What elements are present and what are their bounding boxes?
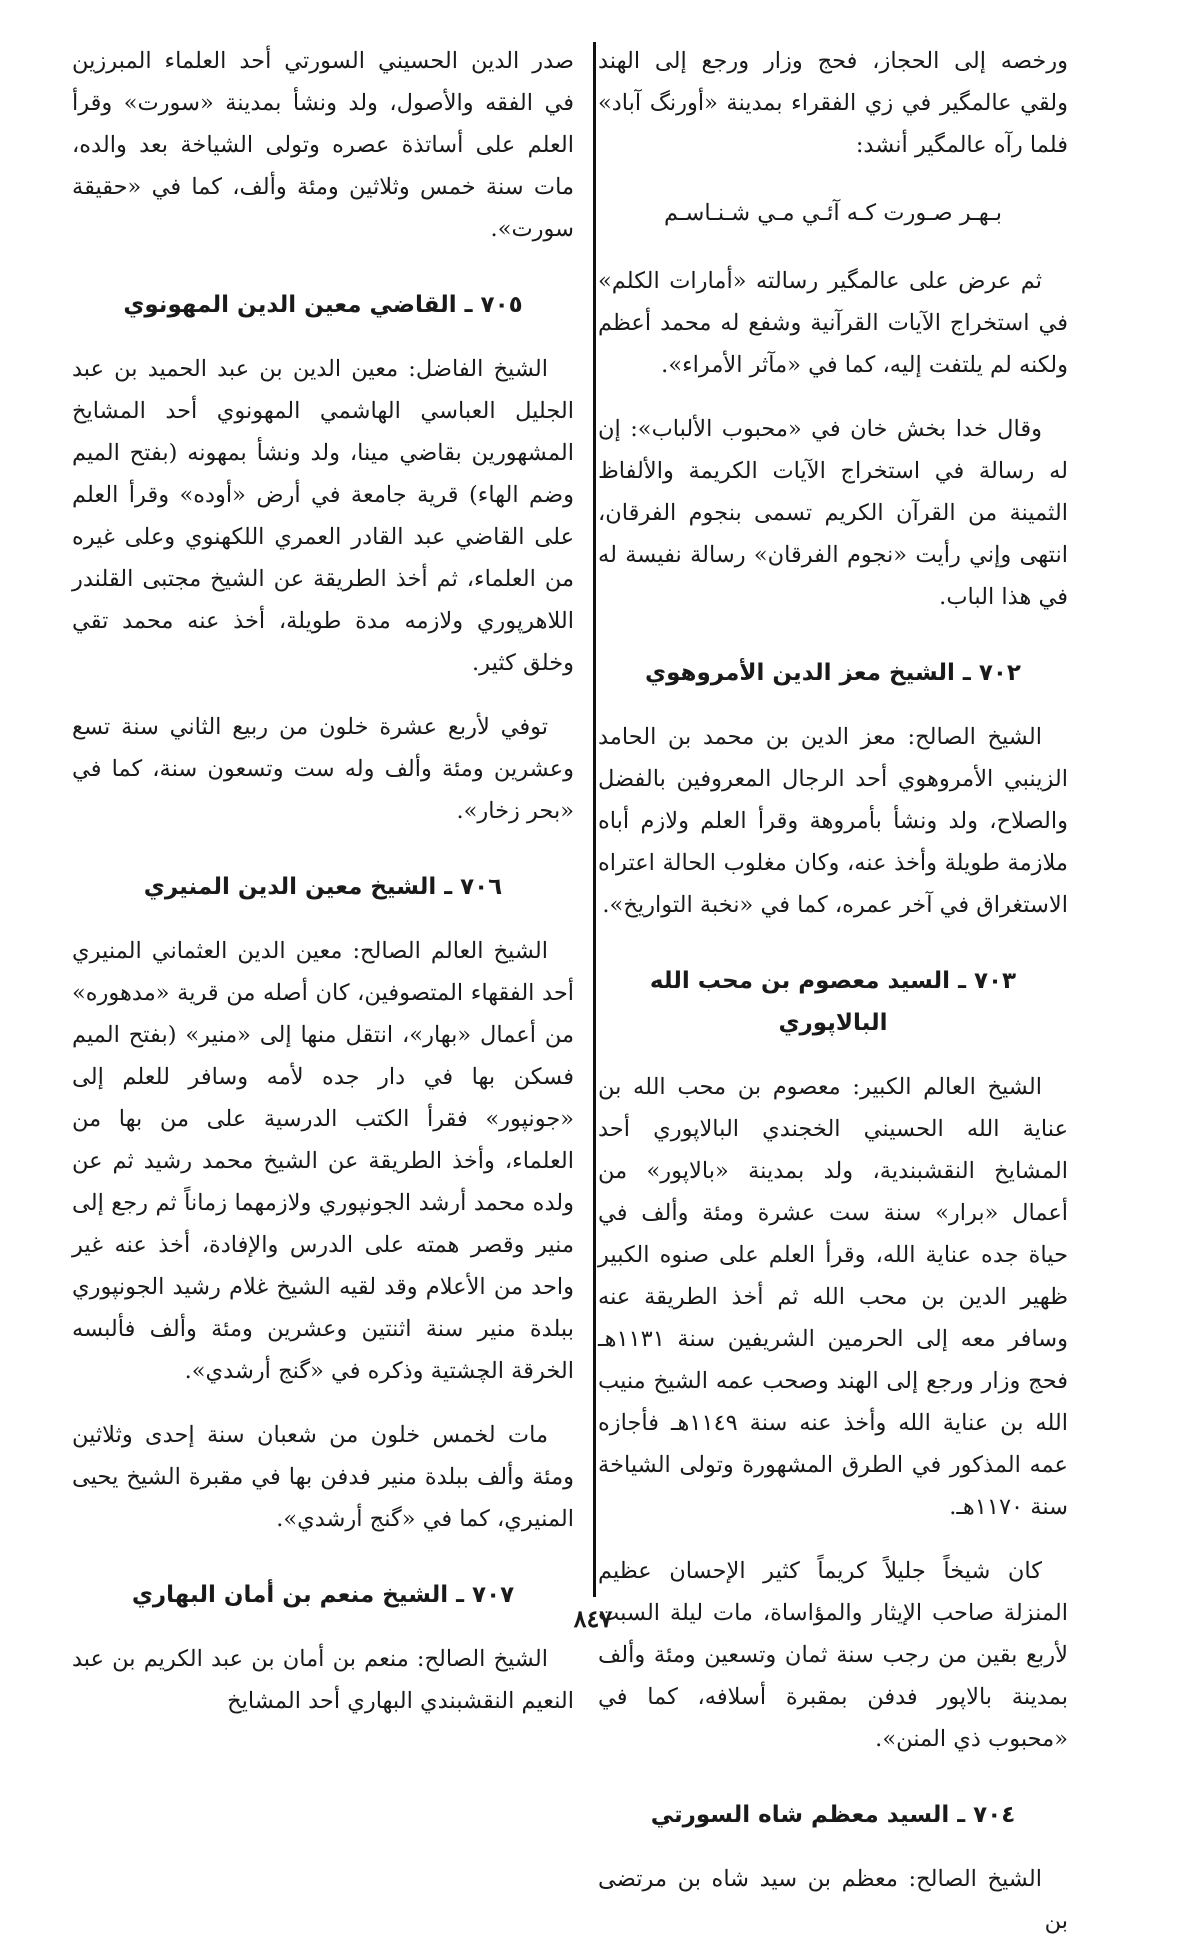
entry-heading-706: ٧٠٦ ـ الشيخ معين الدين المنيري: [143, 874, 503, 900]
paragraph: الشيخ الفاضل: معين الدين بن عبد الحميد بن عبد الجليل العباسي الهاشمي المهونوي أحد المشايخ المشهورين بقاضي مينا، ولد ونشأ بمهونه (بفتح الميم وضم الهاء) قرية جامعة في أرض «أوده» وقرأ العلم على القاضي عبد القادر العمري اللكهنوي وعلى غيره من العلماء، ثم أخذ الطريقة عن الشيخ مجتبى القلندر اللاهرپوري ولازمه مدة طويلة، أخذ عنه محمد تقي وخلق كثير.: [72, 356, 574, 676]
entry-heading-704: ٧٠٤ ـ السيد معظم شاه السورتي: [650, 1802, 1016, 1828]
entry-heading-702: ٧٠٢ ـ الشيخ معز الدين الأمروهوي: [645, 660, 1021, 686]
paragraph: الشيخ الصالح: منعم بن أمان بن عبد الكريم بن عبد النعيم النقشبندي البهاري أحد المشايخ: [72, 1646, 574, 1714]
entry-heading-707: ٧٠٧ ـ الشيخ منعم بن أمان البهاري: [131, 1582, 515, 1608]
page-number: ٨٤٧: [573, 1604, 613, 1633]
paragraph: وقال خدا بخش خان في «محبوب الألباب»: إن له رسالة في استخراج الآيات الكريمة والألفاظ الثمينة من القرآن الكريم تسمى بنجوم الفرقان، انتهى وإني رأيت «نجوم الفرقان» رسالة نفيسة له في هذا الباب.: [598, 416, 1068, 610]
entry-heading-703: ٧٠٣ ـ السيد معصوم بن محب الله البالاپوري: [649, 968, 1017, 1036]
persian-verse: بـهـر صـورت كـه آئـي مـي شـنـاسـم: [663, 200, 1003, 226]
entry-heading-705: ٧٠٥ ـ القاضي معين الدين المهونوي: [123, 292, 523, 318]
paragraph: ثم عرض على عالمگير رسالته «أمارات الكلم» في استخراج الآيات القرآنية وشفع له محمد أعظم ولكنه لم يلتفت إليه، كما في «مآثر الأمراء».: [598, 268, 1068, 378]
paragraph: الشيخ الصالح: معز الدين بن محمد بن الحامد الزينبي الأمروهوي أحد الرجال المعروفين بالفضل والصلاح، ولد ونشأ بأمروهة وقرأ العلم ولازم أباه ملازمة طويلة وأخذ عنه، وكان مغلوب الحالة اعتراه الاستغراق في آخر عمره، كما في «نخبة التواريخ».: [598, 724, 1068, 918]
paragraph: الشيخ العالم الصالح: معين الدين العثماني المنيري أحد الفقهاء المتصوفين، كان أصله من قرية «مدهوره» من أعمال «بهار»، انتقل منها إلى «منير» (بفتح الميم فسكن بها في دار جده لأمه وسافر للعلم إلى «جونپور» فقرأ الكتب الدرسية على من بها من العلماء، وأخذ الطريقة عن الشيخ محمد رشيد ثم عن ولده محمد أرشد الجونپوري ولازمهما زماناً ثم رجع إلى منير وقصر همته على الدرس والإفادة، أخذ عنه غير واحد من الأعلام وقد لقيه الشيخ غلام رشيد الجونپوري ببلدة منير سنة اثنتين وعشرين ومئة وألف فألبسه الخرقة الچشتية وذكره في «گنج أرشدي».: [72, 938, 574, 1384]
left-column: [72, 40, 574, 1722]
paragraph: توفي لأربع عشرة خلون من ربيع الثاني سنة تسع وعشرين ومئة وألف وله ست وتسعون سنة، كما في «بحر زخار».: [72, 714, 574, 824]
paragraph: الشيخ العالم الكبير: معصوم بن محب الله بن عناية الله الحسيني الخجندي البالاپوري أحد المشايخ النقشبندية، ولد بمدينة «بالاپور» من أعمال «برار» سنة ست عشرة ومئة وألف في حياة جده عناية الله، وقرأ العلم على صنوه الكبير ظهير الدين بن محب الله ثم أخذ الطريقة عنه وسافر معه إلى الحرمين الشريفين سنة ١١٣١هـ فحج وزار ورجع إلى الهند وصحب عمه الشيخ منيب الله بن عناية الله وأخذ عنه سنة ١١٤٩هـ فأجازه عمه المذكور في الطرق المشهورة وتولى الشياخة سنة ١١٧٠هـ.: [598, 1074, 1069, 1520]
right-column: [598, 40, 1068, 1942]
paragraph: كان شيخاً جليلاً كريماً كثير الإحسان عظيم المنزلة صاحب الإيثار والمؤاساة، مات ليلة السبت لأربع بقين من رجب سنة ثمان وتسعين ومئة وألف بمدينة بالاپور فدفن بمقبرة أسلافه، كما في «محبوب ذي المنن».: [598, 1558, 1068, 1752]
column-divider: [593, 42, 596, 1597]
paragraph: ورخصه إلى الحجاز، فحج وزار ورجع إلى الهند ولقي عالمگير في زي الفقراء بمدينة «أورنگ آباد» فلما رآه عالمگير أنشد:: [598, 48, 1068, 158]
paragraph: الشيخ الصالح: معظم بن سيد شاه بن مرتضى بن: [598, 1866, 1068, 1934]
paragraph: صدر الدين الحسيني السورتي أحد العلماء المبرزين في الفقه والأصول، ولد ونشأ بمدينة «سورت» وقرأ العلم على أساتذة عصره وتولى الشياخة بعد والده، مات سنة خمس وثلاثين ومئة وألف، كما في «حقيقة سورت».: [72, 48, 574, 242]
paragraph: مات لخمس خلون من شعبان سنة إحدى وثلاثين ومئة وألف ببلدة منير فدفن بها في مقبرة الشيخ يحيى المنيري، كما في «گنج أرشدي».: [72, 1422, 574, 1532]
